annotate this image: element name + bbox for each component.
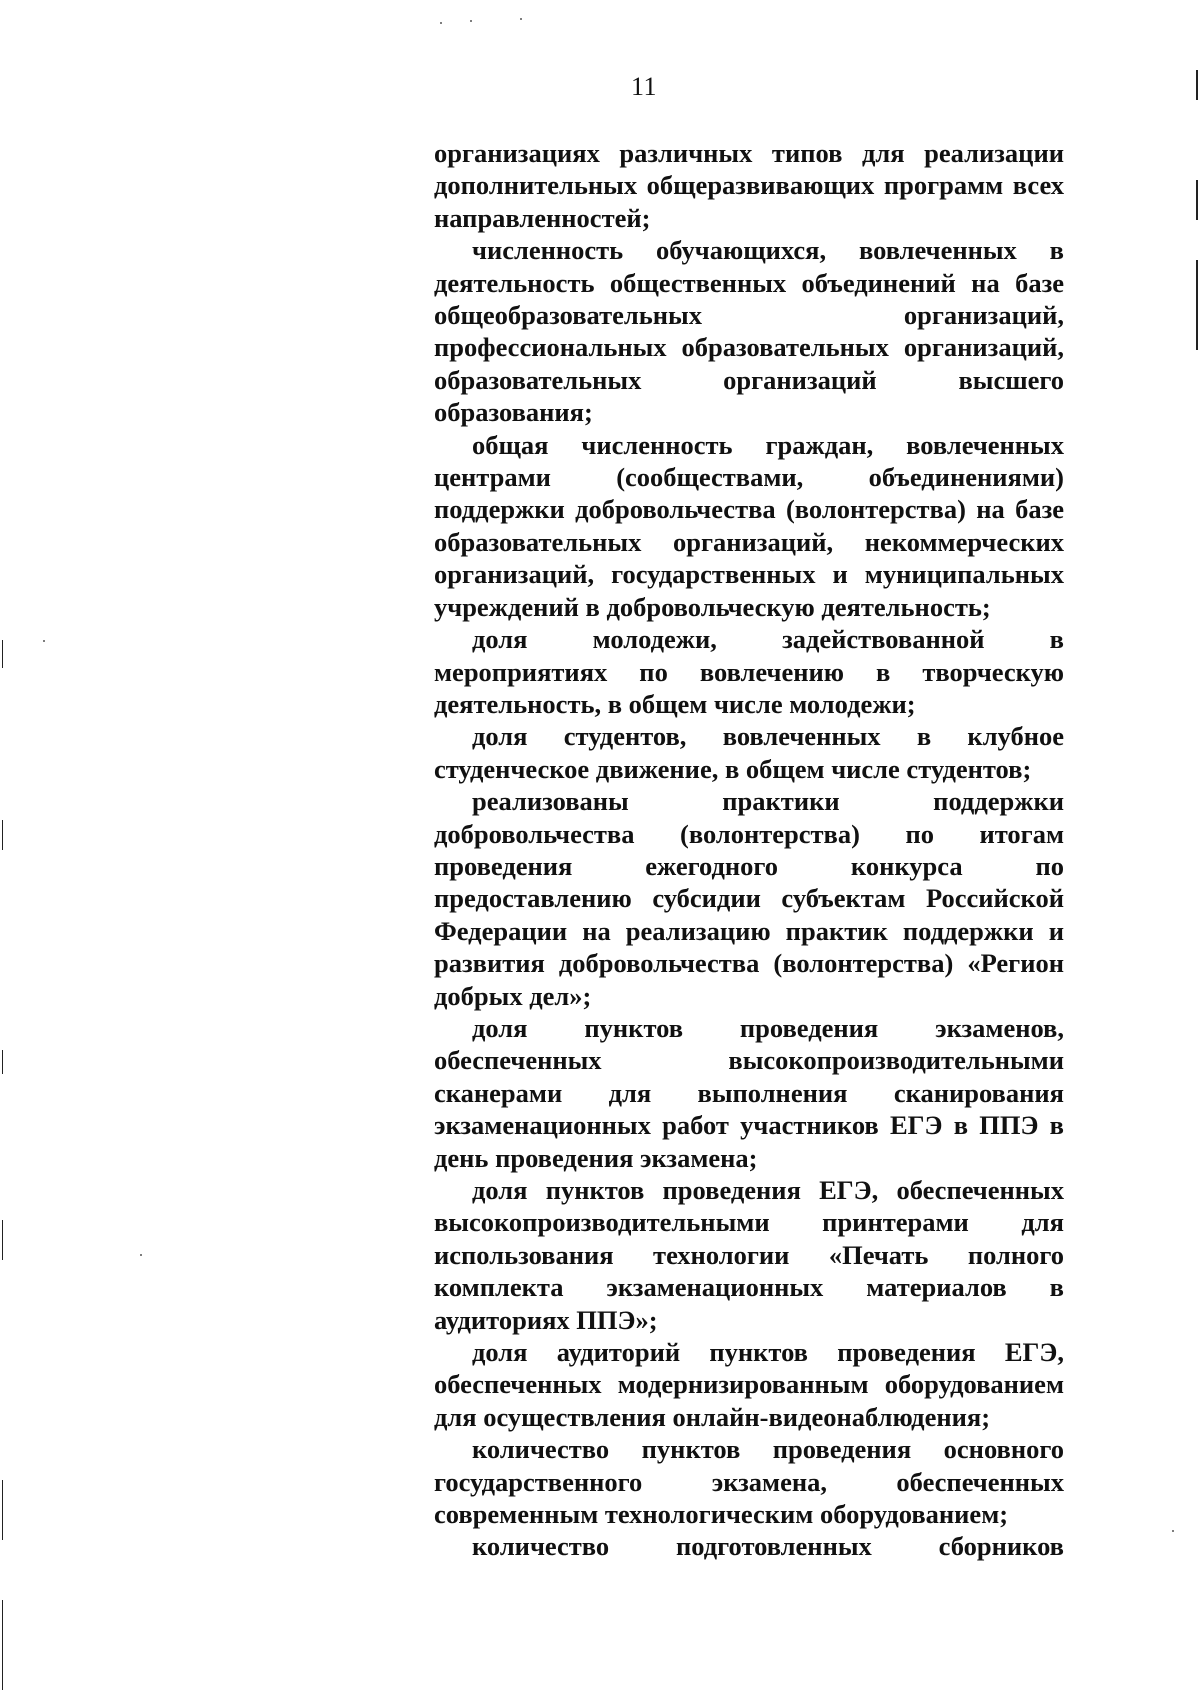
scan-edge-mark [2,1220,3,1260]
scan-speck [440,22,442,24]
paragraph-7: доля пунктов проведения экзаменов, обеспеченных высокопроизводительными сканерами для выполнения сканирования экзаменационных работ участников ЕГЭ в ППЭ в день проведения экзамена; [434,1012,1064,1173]
paragraph-5: доля студентов, вовлеченных в клубное студенческое движение, в общем числе студентов; [434,721,1064,784]
document-body [434,137,1064,1563]
paragraph-4: доля молодежи, задействованной в мероприятиях по вовлечению в творческую деятельность, в общем числе молодежи; [434,624,1064,719]
scan-speck [520,18,522,20]
scan-speck [43,640,45,642]
scan-edge-mark [1196,70,1198,100]
scan-speck [1172,1530,1174,1532]
scan-speck [470,20,472,22]
scan-edge-mark [2,1480,3,1540]
scan-edge-mark [2,640,3,668]
paragraph-8: доля пунктов проведения ЕГЭ, обеспеченных высокопроизводительными принтерами для использования технологии «Печать полного комплекта экзаменационных материалов в аудиториях ППЭ»; [434,1175,1064,1335]
scan-edge-mark [2,1600,3,1690]
paragraph-10: количество пунктов проведения основного государственного экзамена, обеспеченных современным технологическим оборудованием; [434,1434,1064,1530]
paragraph-2: численность обучающихся, вовлеченных в деятельность общественных объединений на базе общеобразовательных организаций, профессиональных образовательных организаций, образовательных организаций высшего образования; [434,235,1064,428]
scan-edge-mark [1196,260,1198,350]
paragraph-9: доля аудиторий пунктов проведения ЕГЭ, обеспеченных модернизированным оборудованием для осуществления онлайн-видеонаблюдения; [434,1337,1064,1432]
paragraph-6: реализованы практики поддержки добровольчества (волонтерства) по итогам проведения ежегодного конкурса по предоставлению субсидии субъектам Российской Федерации на реализацию практик поддержки и развития добровольчества (волонтерства) «Регион добрых дел»; [434,786,1064,1011]
scan-edge-mark [2,1050,3,1074]
scan-speck [140,1254,142,1256]
paragraph-11: количество подготовленных сборников [472,1531,1064,1562]
paragraph-3: общая численность граждан, вовлеченных центрами (сообществами, объединениями) поддержки добровольчества (волонтерства) на базе образовательных организаций, некоммерческих организаций, государственных и муниципальных учреждений в добровольческую деятельность; [434,429,1064,622]
scan-edge-mark [1196,180,1198,220]
paragraph-1: организациях различных типов для реализации дополнительных общеразвивающих программ всех направленностей; [434,138,1064,233]
scan-edge-mark [2,820,3,850]
page-number: 11 [630,72,658,101]
